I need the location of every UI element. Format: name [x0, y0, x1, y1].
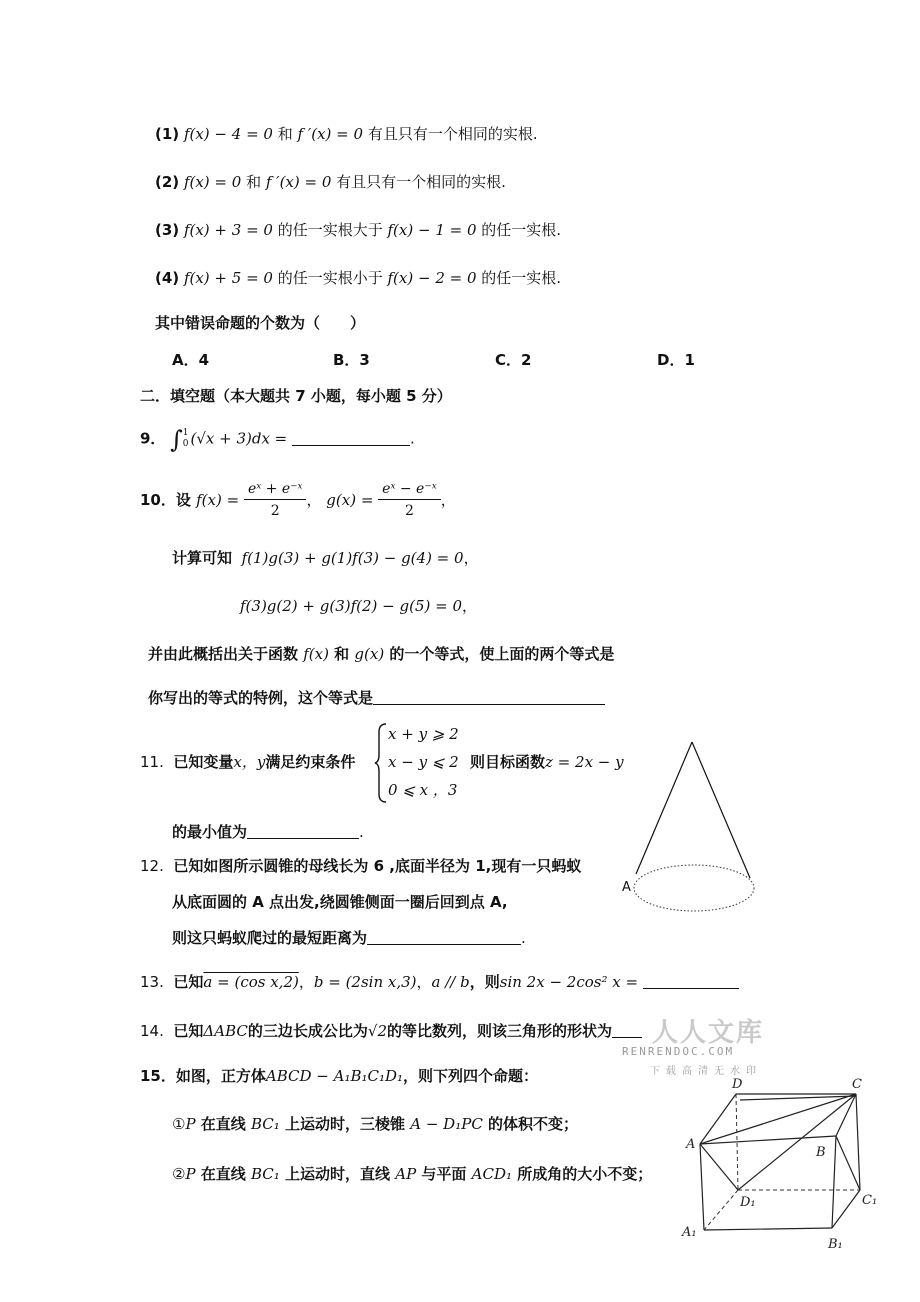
q8-choice-d: D．1 — [657, 351, 695, 369]
cone-figure — [622, 738, 762, 920]
q15-p2-e: 所成角的大小不变； — [512, 1165, 653, 1183]
q15-p1-pyramid: A − D₁PC — [410, 1115, 483, 1133]
q8-p3-mid: 的任一实根大于 — [272, 221, 388, 239]
q8-p4-mid: 的任一实根小于 — [272, 269, 388, 287]
q10-g-denominator: 2 — [404, 503, 414, 519]
q15-cube-name: ABCD − A₁B₁C₁D₁ — [265, 1067, 404, 1085]
q8-proposition-1 — [155, 124, 538, 144]
q11-target-expr: z = 2x − y — [545, 753, 624, 771]
q10-line4 — [148, 688, 605, 708]
q11-cond: 满足约束条件 — [265, 753, 356, 771]
watermark-url: RENRENDOC.COM — [622, 1045, 735, 1058]
q14-lead: 已知 — [173, 1022, 204, 1040]
q13-num: 13. — [140, 973, 164, 991]
q8-p1-expr-b: f ′(x) = 0 — [297, 125, 364, 143]
q11-constraint-1: x + y ⩾ 2 — [388, 725, 459, 743]
q8-p3-num: (3) — [155, 221, 180, 239]
q8-p4-num: (4) — [155, 269, 180, 287]
q12-num: 12. — [140, 857, 164, 875]
q14-tail: 的等比数列，则该三角形的形状为 — [387, 1022, 613, 1040]
q15-p1-d: 的体积不变； — [482, 1115, 579, 1133]
q11-lead — [140, 752, 355, 772]
q8-p1-and: 和 — [272, 125, 298, 143]
q10-sep: ， — [306, 491, 322, 509]
q10-calc-label: 计算可知 — [172, 549, 233, 567]
q14-mid: 的三边长成公比为 — [247, 1022, 368, 1040]
q9-upper-limit: 1 — [182, 428, 189, 438]
q11-tail: 的最小值为 — [172, 823, 248, 841]
q10-line3 — [148, 644, 614, 664]
q12-line3-text: 则这只蚂蚁爬过的最短距离为 — [172, 929, 368, 947]
watermark — [618, 1012, 778, 1078]
q13-parallel: a // b — [431, 973, 470, 991]
q11-end: . — [359, 823, 364, 841]
q11-lead-text: 已知变量 — [173, 753, 234, 771]
q13-sep1: ， — [298, 973, 314, 991]
cube-label-a: A — [686, 1137, 696, 1152]
q13-b-vector: b = (2sin x,3) — [313, 973, 417, 991]
q8-p1-num: (1) — [155, 125, 180, 143]
q9-integrand: (√x + 3)dx = — [190, 429, 288, 448]
q8-p4-tail: 的任一实根. — [476, 269, 562, 287]
q8-p2-expr-b: f ′(x) = 0 — [265, 173, 332, 191]
q10-line3-f: f(x) — [303, 645, 329, 663]
cube-label-b: B — [816, 1145, 826, 1160]
q13-sep2: ， — [416, 973, 432, 991]
q10-f-fraction — [244, 479, 307, 522]
q8-p2-expr-a: f(x) = 0 — [183, 173, 242, 191]
q13-answer-blank[interactable] — [643, 972, 739, 989]
q15-p2-b: 在直线 — [195, 1165, 251, 1183]
q11-target — [470, 752, 624, 772]
cube-label-c1: C₁ — [862, 1193, 878, 1208]
q12-line1 — [140, 856, 581, 876]
q12-answer-blank[interactable] — [367, 928, 521, 945]
q11-brace-icon — [374, 722, 388, 804]
q9 — [140, 425, 415, 454]
q12-line2: 从底面圆的 A 点出发,绕圆锥侧面一圈后回到点 A, — [172, 893, 508, 911]
q10-g-numerator: eˣ − e⁻ˣ — [378, 479, 441, 500]
integral-sign-icon: ∫ — [170, 425, 183, 454]
q15-lead — [140, 1066, 538, 1086]
q10-line3-g: g(x) — [354, 645, 385, 663]
q9-lower-limit: 0 — [182, 439, 189, 449]
q15-p2-d: 与平面 — [416, 1165, 472, 1183]
cube-figure — [680, 1072, 880, 1302]
q10-answer-blank[interactable] — [373, 688, 605, 705]
q10-f-denominator: 2 — [270, 503, 280, 519]
q13 — [140, 972, 739, 992]
q8-p1-tail: 有且只有一个相同的实根. — [363, 125, 538, 143]
q11-tail-line — [172, 822, 364, 842]
q15-p1-b: 在直线 — [195, 1115, 251, 1133]
q8-p2-tail: 有且只有一个相同的实根. — [331, 173, 506, 191]
q8-proposition-3 — [155, 220, 561, 240]
q10-line3-a: 并由此概括出关于函数 — [148, 645, 304, 663]
q10-definition — [140, 478, 456, 522]
q11-vars: x，y — [233, 753, 266, 771]
q10-f-lhs: f(x) = — [196, 491, 240, 509]
q8-choice-b: B．3 — [333, 351, 370, 369]
q15-p2-plane: ACD₁ — [471, 1165, 512, 1183]
q14 — [140, 1021, 642, 1041]
q15-tail: ，则下列四个命题： — [403, 1067, 539, 1085]
q10-calc-line — [172, 548, 479, 568]
q9-answer-blank[interactable] — [292, 429, 410, 446]
cube-label-b1: B₁ — [828, 1237, 843, 1252]
q9-num: 9． — [140, 429, 166, 448]
cube-label-d: D — [732, 1077, 743, 1092]
cube-label-a1: A₁ — [682, 1225, 697, 1240]
q10-f-numerator: eˣ + e⁻ˣ — [244, 479, 307, 500]
q8-p4-expr-b: f(x) − 2 = 0 — [387, 269, 477, 287]
q13-expr: sin 2x − 2cos² x = — [499, 973, 639, 991]
q9-end: . — [410, 429, 415, 448]
q10-line3-c: 的一个等式，使上面的两个等式是 — [384, 645, 615, 663]
q10-lead: 设 — [175, 491, 197, 509]
q15-p1-mark: ① — [172, 1115, 186, 1133]
q14-ratio: √2 — [367, 1022, 387, 1040]
q15-lead-text: 如图，正方体 — [175, 1067, 266, 1085]
q10-end: ， — [440, 491, 456, 509]
q15-p2-ap: AP — [395, 1165, 417, 1183]
q15-p2-c: 上运动时，直线 — [279, 1165, 396, 1183]
q11-num: 11. — [140, 753, 164, 771]
q11-constraint-2: x − y ⩽ 2 — [388, 753, 459, 771]
cone-point-a-label: A — [622, 880, 631, 895]
q10-num: 10． — [140, 491, 176, 509]
q14-num: 14. — [140, 1022, 164, 1040]
q12-line3 — [172, 928, 526, 948]
q13-lead: 已知 — [173, 973, 204, 991]
watermark-subtitle: 下载高清无水印 — [650, 1066, 762, 1077]
q8-p3-expr-b: f(x) − 1 = 0 — [387, 221, 477, 239]
q8-p3-tail: 的任一实根. — [476, 221, 562, 239]
q15-p2-p: P — [185, 1165, 196, 1183]
q10-eq2: f(3)g(2) + g(3)f(2) − g(5) = 0 — [240, 597, 463, 615]
q11-constraint-3: 0 ⩽ x ，3 — [388, 781, 458, 799]
q12-end: . — [521, 929, 526, 947]
q8-p2-and: 和 — [241, 173, 266, 191]
q8-p3-expr-a: f(x) + 3 = 0 — [183, 221, 273, 239]
q10-line3-b: 和 — [328, 645, 355, 663]
q12-line1-text: 已知如图所示圆锥的母线长为 6 ,底面半径为 1,现有一只蚂蚁 — [173, 857, 582, 875]
cube-label-d1: D₁ — [740, 1195, 756, 1210]
q10-g-fraction — [378, 479, 441, 522]
q15-p1-p: P — [185, 1115, 196, 1133]
q15-p1-line: BC₁ — [251, 1115, 280, 1133]
q15-proposition-2 — [172, 1164, 652, 1184]
q8-p2-num: (2) — [155, 173, 180, 191]
q14-triangle: ΔABC — [203, 1022, 248, 1040]
q8-question: 其中错误命题的个数为（ ） — [155, 314, 366, 332]
q13-mid: ，则 — [469, 973, 500, 991]
q8-proposition-2 — [155, 172, 506, 192]
q10-eq2-end: ， — [462, 597, 478, 615]
q15-num: 15． — [140, 1067, 176, 1085]
section-2-title: 二．填空题（本大题共 7 小题，每小题 5 分） — [140, 387, 452, 405]
q8-proposition-4 — [155, 268, 561, 288]
q8-choice-c: C．2 — [495, 351, 532, 369]
q10-g-lhs: g(x) = — [326, 491, 374, 509]
q10-line4-text: 你写出的等式的特例，这个等式是 — [148, 689, 374, 707]
q15-p1-c: 上运动时，三棱锥 — [279, 1115, 411, 1133]
q13-a-vector: a = (cos x,2) — [203, 973, 299, 991]
q11-target-label: 则目标函数 — [470, 753, 546, 771]
q15-p2-mark: ② — [172, 1165, 186, 1183]
q10-eq1-end: ， — [463, 549, 479, 567]
q8-p1-expr-a: f(x) − 4 = 0 — [183, 125, 273, 143]
q10-eq2-line — [240, 596, 477, 616]
q11-answer-blank[interactable] — [247, 822, 359, 839]
watermark-title: 人人文库 — [652, 1018, 765, 1048]
q8-choice-a: A．4 — [172, 351, 210, 369]
q15-p2-line: BC₁ — [251, 1165, 280, 1183]
q10-eq1: f(1)g(3) + g(1)f(3) − g(4) = 0 — [241, 549, 464, 567]
q15-proposition-1 — [172, 1114, 578, 1134]
q8-p4-expr-a: f(x) + 5 = 0 — [183, 269, 273, 287]
cube-label-c: C — [852, 1077, 862, 1092]
